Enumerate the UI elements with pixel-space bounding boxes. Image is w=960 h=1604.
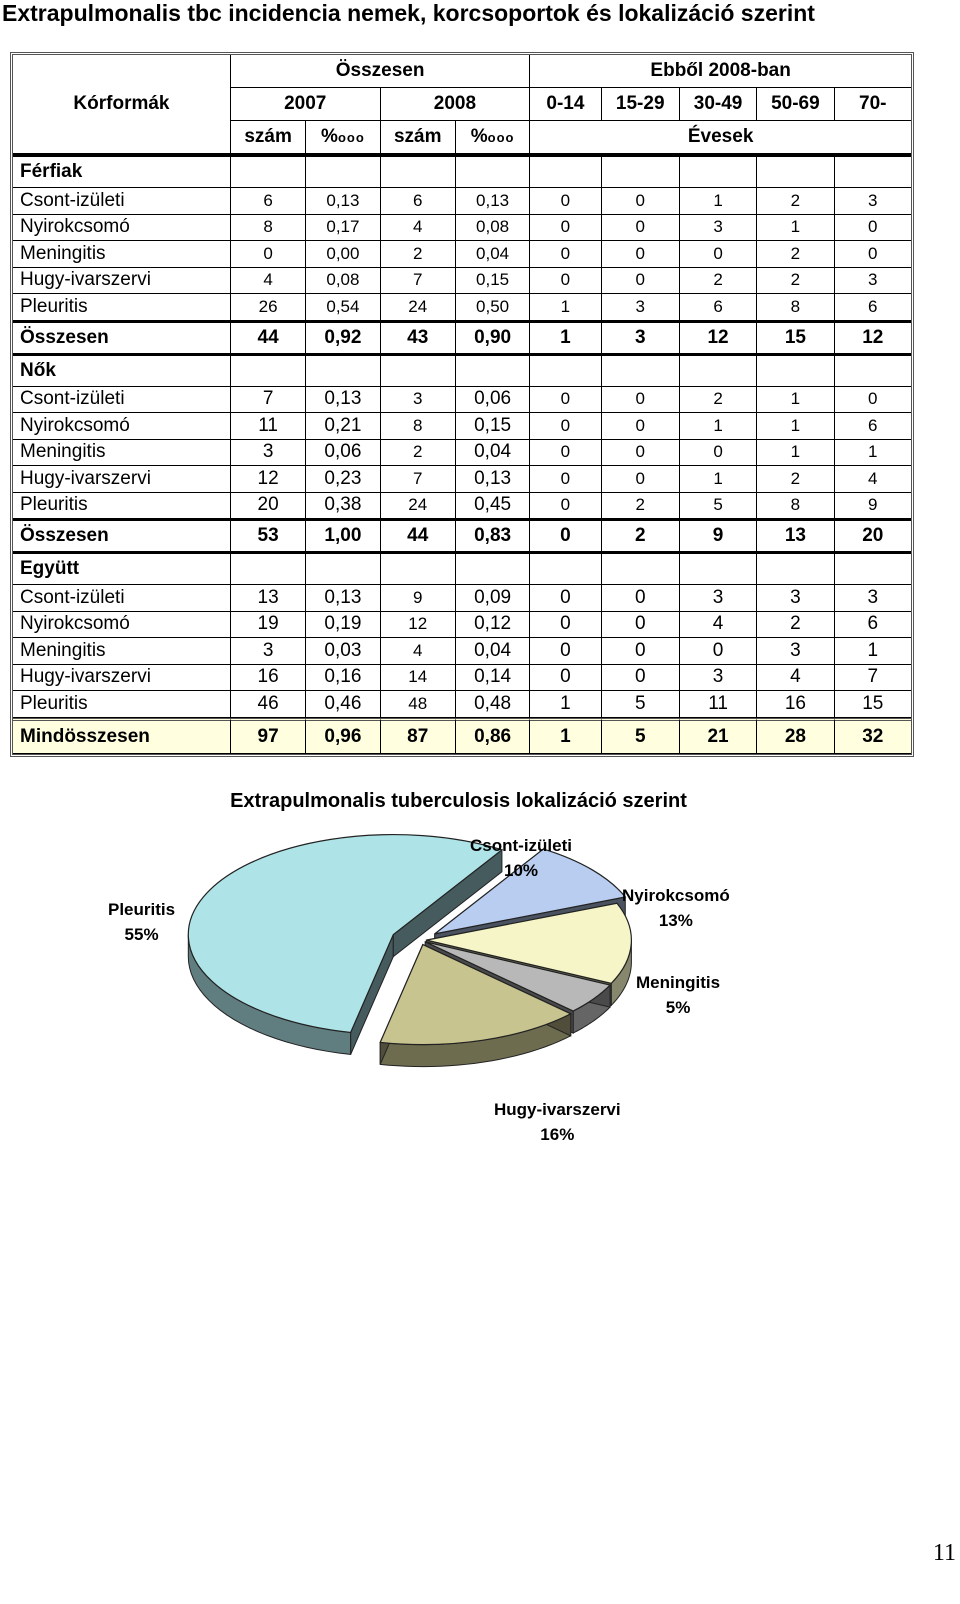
pie-label-percent: 16% (540, 1125, 575, 1144)
total-cell: 1 (530, 718, 601, 754)
empty-cell (757, 354, 834, 387)
table-row (13, 387, 911, 414)
empty-cell (456, 155, 530, 188)
table-cell: 3 (680, 665, 757, 692)
row-label: Pleuritis (13, 294, 231, 321)
table-cell: 0,09 (456, 585, 530, 612)
total-label: Összesen (13, 321, 231, 354)
table-cell: 0 (602, 413, 680, 440)
table-cell: 1 (680, 413, 757, 440)
table-cell: 0,19 (306, 612, 380, 639)
header-age-50-69: 50-69 (757, 88, 834, 121)
table-cell: 0,00 (306, 241, 380, 268)
header-evesek: Évesek (530, 121, 911, 155)
table-cell: 8 (231, 215, 306, 242)
total-label: Összesen (13, 519, 231, 552)
table-cell: 0,21 (306, 413, 380, 440)
empty-cell (757, 155, 834, 188)
table-cell: 0,06 (456, 387, 530, 414)
table-row (13, 638, 911, 665)
table-cell: 3 (231, 638, 306, 665)
total-cell: 0,86 (456, 718, 530, 754)
table-cell: 7 (381, 466, 456, 493)
table-cell: 46 (231, 691, 306, 718)
total-cell: 5 (602, 718, 680, 754)
permille-symbol: % (321, 126, 338, 147)
table-cell: 6 (231, 188, 306, 215)
empty-cell (530, 552, 601, 585)
row-label: Hugy-ivarszervi (13, 665, 231, 692)
table-cell: 6 (835, 294, 911, 321)
empty-cell (306, 155, 380, 188)
table-cell: 20 (231, 493, 306, 520)
empty-cell (456, 552, 530, 585)
table-cell: 0 (530, 387, 601, 414)
section-label: Nők (13, 354, 231, 387)
table-cell: 0,08 (456, 215, 530, 242)
total-cell: 0,92 (306, 321, 380, 354)
table-cell: 3 (835, 268, 911, 295)
table-cell: 0 (602, 440, 680, 467)
empty-cell (456, 354, 530, 387)
table-cell: 24 (381, 493, 456, 520)
total-cell: 44 (231, 321, 306, 354)
pie-label-category: Hugy-ivarszervi (494, 1100, 621, 1119)
table-cell: 0,16 (306, 665, 380, 692)
total-cell: 9 (680, 519, 757, 552)
table-row (13, 440, 911, 467)
table-cell: 0,04 (456, 638, 530, 665)
row-label: Hugy-ivarszervi (13, 466, 231, 493)
table-cell: 2 (680, 387, 757, 414)
total-cell: 32 (835, 718, 911, 754)
section-header-row (13, 354, 911, 387)
total-cell: 12 (680, 321, 757, 354)
total-cell: 15 (757, 321, 834, 354)
header-ebbol: Ebből 2008-ban (530, 55, 911, 88)
table-cell: 16 (757, 691, 834, 718)
table-cell: 4 (835, 466, 911, 493)
total-cell: 44 (381, 519, 456, 552)
table-cell: 0,15 (456, 268, 530, 295)
table-cell: 1 (757, 413, 834, 440)
table-cell: 2 (381, 241, 456, 268)
table-cell: 14 (381, 665, 456, 692)
table-cell: 0 (231, 241, 306, 268)
table-cell: 0 (602, 188, 680, 215)
pie-label-percent: 55% (124, 925, 159, 944)
total-cell: 0,83 (456, 519, 530, 552)
total-cell: 21 (680, 718, 757, 754)
table-cell: 0,46 (306, 691, 380, 718)
pie-label-nyirokcsomó (622, 883, 730, 933)
header-2008: 2008 (381, 88, 531, 121)
table-cell: 26 (231, 294, 306, 321)
table-cell: 12 (231, 466, 306, 493)
table-cell: 0 (602, 387, 680, 414)
section-label: Együtt (13, 552, 231, 585)
table-cell: 3 (757, 638, 834, 665)
table-cell: 0,13 (306, 188, 380, 215)
header-row-1 (13, 55, 911, 88)
table-cell: 0,13 (456, 188, 530, 215)
table-cell: 0 (602, 612, 680, 639)
table-cell: 0 (602, 268, 680, 295)
pie-label-csont-izületi (470, 833, 572, 883)
table-cell: 9 (835, 493, 911, 520)
table-cell: 1 (757, 387, 834, 414)
empty-cell (381, 552, 456, 585)
table-cell: 16 (231, 665, 306, 692)
header-permille-2008 (456, 121, 530, 155)
total-cell: 13 (757, 519, 834, 552)
table-cell: 0,04 (456, 241, 530, 268)
table-cell: 6 (835, 413, 911, 440)
table-row (13, 188, 911, 215)
total-cell: 0,90 (456, 321, 530, 354)
table-cell: 0 (602, 241, 680, 268)
table-cell: 0,50 (456, 294, 530, 321)
header-age-15-29: 15-29 (602, 88, 680, 121)
chart-title: Extrapulmonalis tuberculosis lokalizáció szerint (230, 790, 687, 812)
pie-label-meningitis (636, 970, 720, 1020)
incidence-table-container (10, 52, 914, 757)
section-header-row (13, 552, 911, 585)
table-row (13, 691, 911, 718)
incidence-table (10, 52, 914, 757)
header-age-70: 70- (835, 88, 911, 121)
table-row (13, 294, 911, 321)
page-number: 11 (932, 1540, 956, 1566)
empty-cell (530, 354, 601, 387)
section-header-row (13, 155, 911, 188)
page-title: Extrapulmonalis tbc incidencia nemek, korcsoportok és lokalizáció szerint (2, 0, 815, 26)
row-label: Pleuritis (13, 493, 231, 520)
table-cell: 0 (680, 241, 757, 268)
total-row (13, 321, 911, 354)
table-cell: 0 (530, 188, 601, 215)
empty-cell (680, 155, 757, 188)
empty-cell (835, 552, 911, 585)
empty-cell (835, 354, 911, 387)
empty-cell (757, 552, 834, 585)
table-cell: 0 (530, 493, 601, 520)
table-cell: 2 (381, 440, 456, 467)
row-label: Csont-izületi (13, 188, 231, 215)
row-label: Nyirokcsomó (13, 612, 231, 639)
table-cell: 9 (381, 585, 456, 612)
table-row (13, 413, 911, 440)
table-cell: 6 (835, 612, 911, 639)
table-cell: 19 (231, 612, 306, 639)
empty-cell (602, 155, 680, 188)
table-cell: 0,04 (456, 440, 530, 467)
empty-cell (231, 354, 306, 387)
table-cell: 11 (231, 413, 306, 440)
table-cell: 0 (680, 638, 757, 665)
total-cell: 2 (602, 519, 680, 552)
empty-cell (306, 552, 380, 585)
header-szam-2008: szám (381, 121, 456, 155)
total-cell: 0,96 (306, 718, 380, 754)
empty-cell (306, 354, 380, 387)
table-cell: 7 (835, 665, 911, 692)
table-cell: 0 (530, 241, 601, 268)
table-cell: 3 (381, 387, 456, 414)
pie-label-percent: 5% (665, 998, 691, 1017)
table-cell: 0,06 (306, 440, 380, 467)
row-label: Hugy-ivarszervi (13, 268, 231, 295)
table-cell: 11 (680, 691, 757, 718)
table-cell: 0,13 (456, 466, 530, 493)
table-cell: 5 (602, 691, 680, 718)
table-cell: 0 (530, 638, 601, 665)
empty-cell (231, 155, 306, 188)
table-cell: 0 (602, 215, 680, 242)
table-cell: 2 (757, 268, 834, 295)
table-cell: 1 (530, 294, 601, 321)
table-cell: 0 (602, 585, 680, 612)
table-cell: 3 (835, 188, 911, 215)
table-cell: 0 (530, 440, 601, 467)
total-cell: 12 (835, 321, 911, 354)
empty-cell (231, 552, 306, 585)
pie-label-percent: 10% (503, 861, 539, 880)
total-cell: 0 (530, 519, 601, 552)
table-cell: 4 (680, 612, 757, 639)
row-label: Nyirokcsomó (13, 215, 231, 242)
table-cell: 0 (602, 665, 680, 692)
table-row (13, 215, 911, 242)
table-cell: 15 (835, 691, 911, 718)
table-cell: 4 (381, 215, 456, 242)
table-cell: 3 (680, 585, 757, 612)
table-cell: 2 (680, 268, 757, 295)
table-cell: 12 (381, 612, 456, 639)
total-cell: 87 (381, 718, 456, 754)
empty-cell (680, 354, 757, 387)
table-cell: 0,08 (306, 268, 380, 295)
total-cell: 53 (231, 519, 306, 552)
table-cell: 0 (530, 612, 601, 639)
table-cell: 0,48 (456, 691, 530, 718)
table-cell: 0,54 (306, 294, 380, 321)
table-cell: 24 (381, 294, 456, 321)
table-cell: 3 (231, 440, 306, 467)
total-cell: 28 (757, 718, 834, 754)
table-cell: 2 (757, 466, 834, 493)
total-cell: 20 (835, 519, 911, 552)
header-osszesen: Összesen (231, 55, 530, 88)
header-age-0-14: 0-14 (530, 88, 601, 121)
permille-circles: ooo (487, 130, 515, 145)
table-cell: 0,17 (306, 215, 380, 242)
empty-cell (680, 552, 757, 585)
table-cell: 2 (757, 612, 834, 639)
table-cell: 0 (835, 387, 911, 414)
permille-circles: ooo (337, 130, 365, 145)
header-korformak: Kórformák (13, 55, 231, 155)
row-label: Nyirokcsomó (13, 413, 231, 440)
table-cell: 1 (835, 440, 911, 467)
table-cell: 2 (602, 493, 680, 520)
table-row (13, 665, 911, 692)
total-cell: 43 (381, 321, 456, 354)
empty-cell (602, 552, 680, 585)
table-cell: 0,13 (306, 585, 380, 612)
table-cell: 1 (680, 188, 757, 215)
table-cell: 0 (530, 413, 601, 440)
table-cell: 2 (757, 188, 834, 215)
total-cell: 97 (231, 718, 306, 754)
table-cell: 5 (680, 493, 757, 520)
table-cell: 1 (835, 638, 911, 665)
section-label: Férfiak (13, 155, 231, 188)
empty-cell (381, 354, 456, 387)
table-row (13, 466, 911, 493)
table-cell: 0 (680, 440, 757, 467)
table-row (13, 268, 911, 295)
table-cell: 8 (757, 493, 834, 520)
pie-label-category: Csont-izületi (470, 836, 572, 855)
table-cell: 0,38 (306, 493, 380, 520)
row-label: Meningitis (13, 638, 231, 665)
table-row (13, 241, 911, 268)
table-cell: 0,45 (456, 493, 530, 520)
header-2007: 2007 (231, 88, 381, 121)
table-cell: 0 (530, 466, 601, 493)
header-age-30-49: 30-49 (680, 88, 757, 121)
row-label: Meningitis (13, 241, 231, 268)
table-cell: 6 (680, 294, 757, 321)
table-cell: 3 (680, 215, 757, 242)
table-cell: 0 (602, 466, 680, 493)
total-cell: 3 (602, 321, 680, 354)
table-cell: 0,14 (456, 665, 530, 692)
table-cell: 0 (530, 268, 601, 295)
empty-cell (602, 354, 680, 387)
table-cell: 7 (381, 268, 456, 295)
pie-label-hugy-ivarszervi (494, 1097, 621, 1147)
table-row (13, 585, 911, 612)
table-cell: 0,13 (306, 387, 380, 414)
table-cell: 1 (757, 440, 834, 467)
total-cell: 1,00 (306, 519, 380, 552)
table-cell: 1 (680, 466, 757, 493)
table-cell: 0 (530, 215, 601, 242)
table-cell: 3 (757, 585, 834, 612)
pie-label-category: Meningitis (636, 973, 721, 992)
pie-label-pleuritis (108, 897, 175, 947)
table-cell: 7 (231, 387, 306, 414)
table-cell: 4 (231, 268, 306, 295)
table-cell: 13 (231, 585, 306, 612)
row-label: Pleuritis (13, 691, 231, 718)
empty-cell (530, 155, 601, 188)
empty-cell (835, 155, 911, 188)
row-label: Meningitis (13, 440, 231, 467)
table-cell: 4 (757, 665, 834, 692)
empty-cell (381, 155, 456, 188)
table-cell: 4 (381, 638, 456, 665)
table-cell: 0,15 (456, 413, 530, 440)
row-label: Csont-izületi (13, 387, 231, 414)
table-cell: 0,23 (306, 466, 380, 493)
table-cell: 2 (757, 241, 834, 268)
total-label: Mindösszesen (13, 718, 231, 754)
table-cell: 0 (530, 665, 601, 692)
table-cell: 8 (757, 294, 834, 321)
table-cell: 0 (835, 241, 911, 268)
grand-total-row (13, 718, 911, 754)
table-cell: 6 (381, 188, 456, 215)
permille-symbol: % (470, 126, 488, 147)
table-cell: 0 (530, 585, 601, 612)
pie-label-category: Nyirokcsomó (622, 886, 730, 905)
header-permille-2007 (306, 121, 380, 155)
table-cell: 1 (530, 691, 601, 718)
table-cell: 0,12 (456, 612, 530, 639)
pie-label-percent: 13% (658, 911, 693, 930)
table-cell: 1 (757, 215, 834, 242)
table-cell: 0 (835, 215, 911, 242)
table-row (13, 612, 911, 639)
pie-label-category: Pleuritis (108, 900, 176, 919)
header-szam-2007: szám (231, 121, 306, 155)
total-cell: 1 (530, 321, 601, 354)
table-row (13, 493, 911, 520)
table-cell: 8 (381, 413, 456, 440)
table-cell: 0,03 (306, 638, 380, 665)
table-cell: 3 (835, 585, 911, 612)
row-label: Csont-izületi (13, 585, 231, 612)
table-cell: 3 (602, 294, 680, 321)
table-cell: 48 (381, 691, 456, 718)
table-cell: 0 (602, 638, 680, 665)
total-row (13, 519, 911, 552)
